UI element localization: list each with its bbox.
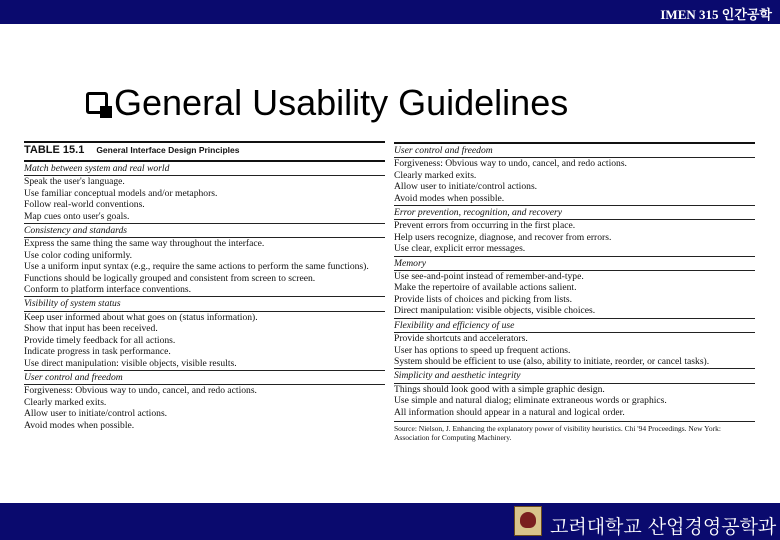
guideline-item: Direct manipulation: visible objects, visible choices. — [394, 305, 596, 317]
guideline-item: Follow real-world conventions. — [24, 199, 145, 211]
guideline-item: Clearly marked exits. — [394, 169, 477, 181]
right-sections — [394, 142, 755, 418]
guideline-item: Avoid modes when possible. — [394, 192, 505, 204]
left-sections — [24, 160, 385, 431]
guideline-item: Make the repertoire of available actions salient. — [394, 282, 577, 294]
table-caption — [24, 141, 385, 159]
table-source: Source: Nielson, J. Enhancing the explanatory power of visibility heuristics. Chi '94 Proceedings. New York: Association for Computing Machinery. — [394, 421, 755, 443]
guideline-item: Express the same thing the same way throughout the interface. — [24, 238, 265, 250]
guideline-item: Allow user to initiate/control actions. — [24, 408, 168, 420]
section-heading: Flexibility and efficiency of use — [394, 318, 755, 333]
guideline-item: Functions should be logically grouped and consistent from screen to screen. — [24, 272, 316, 284]
table-number: TABLE 15.1 — [24, 144, 85, 156]
guideline-item: Forgiveness: Obvious way to undo, cancel, and redo actions. — [394, 158, 627, 170]
section-heading: Consistency and standards — [24, 223, 385, 238]
title-text: General Usability Guidelines — [114, 82, 569, 123]
square-bullet-icon — [86, 92, 108, 114]
guideline-item: Prevent errors from occurring in the first place. — [394, 220, 576, 232]
guideline-item: Provide lists of choices and picking from lists. — [394, 293, 572, 305]
guideline-item: Conform to platform interface conventions. — [24, 284, 192, 296]
guideline-item: Use direct manipulation: visible objects, visible results. — [24, 357, 237, 369]
guideline-item: Allow user to initiate/control actions. — [394, 181, 538, 193]
table-left-column — [24, 141, 385, 431]
section-heading: Match between system and real world — [24, 160, 385, 176]
guideline-item: Use see-and-point instead of remember-and-type. — [394, 271, 584, 283]
guideline-item: Use a uniform input syntax (e.g., require the same actions to perform the same functions). — [24, 261, 369, 273]
guideline-item: Avoid modes when possible. — [24, 419, 135, 431]
guideline-item: Help users recognize, diagnose, and recover from errors. — [394, 231, 612, 243]
section-heading: Error prevention, recognition, and recovery — [394, 205, 755, 220]
section-heading: User control and freedom — [394, 142, 755, 158]
guideline-item: System should be efficient to use (also, ability to initiate, reorder, or cancel tasks). — [394, 355, 710, 367]
department-name: 고려대학교 산업경영공학과 — [550, 516, 777, 538]
guideline-item: Provide shortcuts and accelerators. — [394, 333, 528, 345]
guideline-item: Keep user informed about what goes on (status information). — [24, 311, 258, 323]
table-title: General Interface Design Principles — [96, 145, 240, 155]
section-heading: User control and freedom — [24, 370, 385, 385]
guideline-item: Map cues onto user's goals. — [24, 210, 130, 222]
section-heading: Memory — [394, 256, 755, 271]
slide-title — [86, 82, 568, 124]
guideline-item: Provide timely feedback for all actions. — [24, 334, 176, 346]
guideline-item: Use simple and natural dialog; eliminate extraneous words or graphics. — [394, 395, 667, 407]
guideline-item: Clearly marked exits. — [24, 396, 107, 408]
guideline-item: Use familiar conceptual models and/or metaphors. — [24, 187, 218, 199]
guideline-item: Forgiveness: Obvious way to undo, cancel, and redo actions. — [24, 385, 257, 397]
header-bar — [0, 0, 780, 24]
guideline-item: Show that input has been received. — [24, 323, 158, 335]
guideline-item: Things should look good with a simple graphic design. — [394, 383, 605, 395]
course-title: IMEN 315 인간공학 — [660, 7, 772, 22]
guideline-item: User has options to speed up frequent actions. — [394, 344, 571, 356]
section-heading: Simplicity and aesthetic integrity — [394, 368, 755, 383]
guideline-item: Use color coding uniformly. — [24, 249, 133, 261]
section-heading: Visibility of system status — [24, 296, 385, 311]
guideline-item: Indicate progress in task performance. — [24, 346, 171, 358]
university-logo — [514, 506, 542, 536]
guideline-item: All information should appear in a natural and logical order. — [394, 406, 625, 418]
guideline-item: Use clear, explicit error messages. — [394, 243, 526, 255]
guideline-item: Speak the user's language. — [24, 176, 125, 188]
table-right-column — [394, 141, 755, 443]
